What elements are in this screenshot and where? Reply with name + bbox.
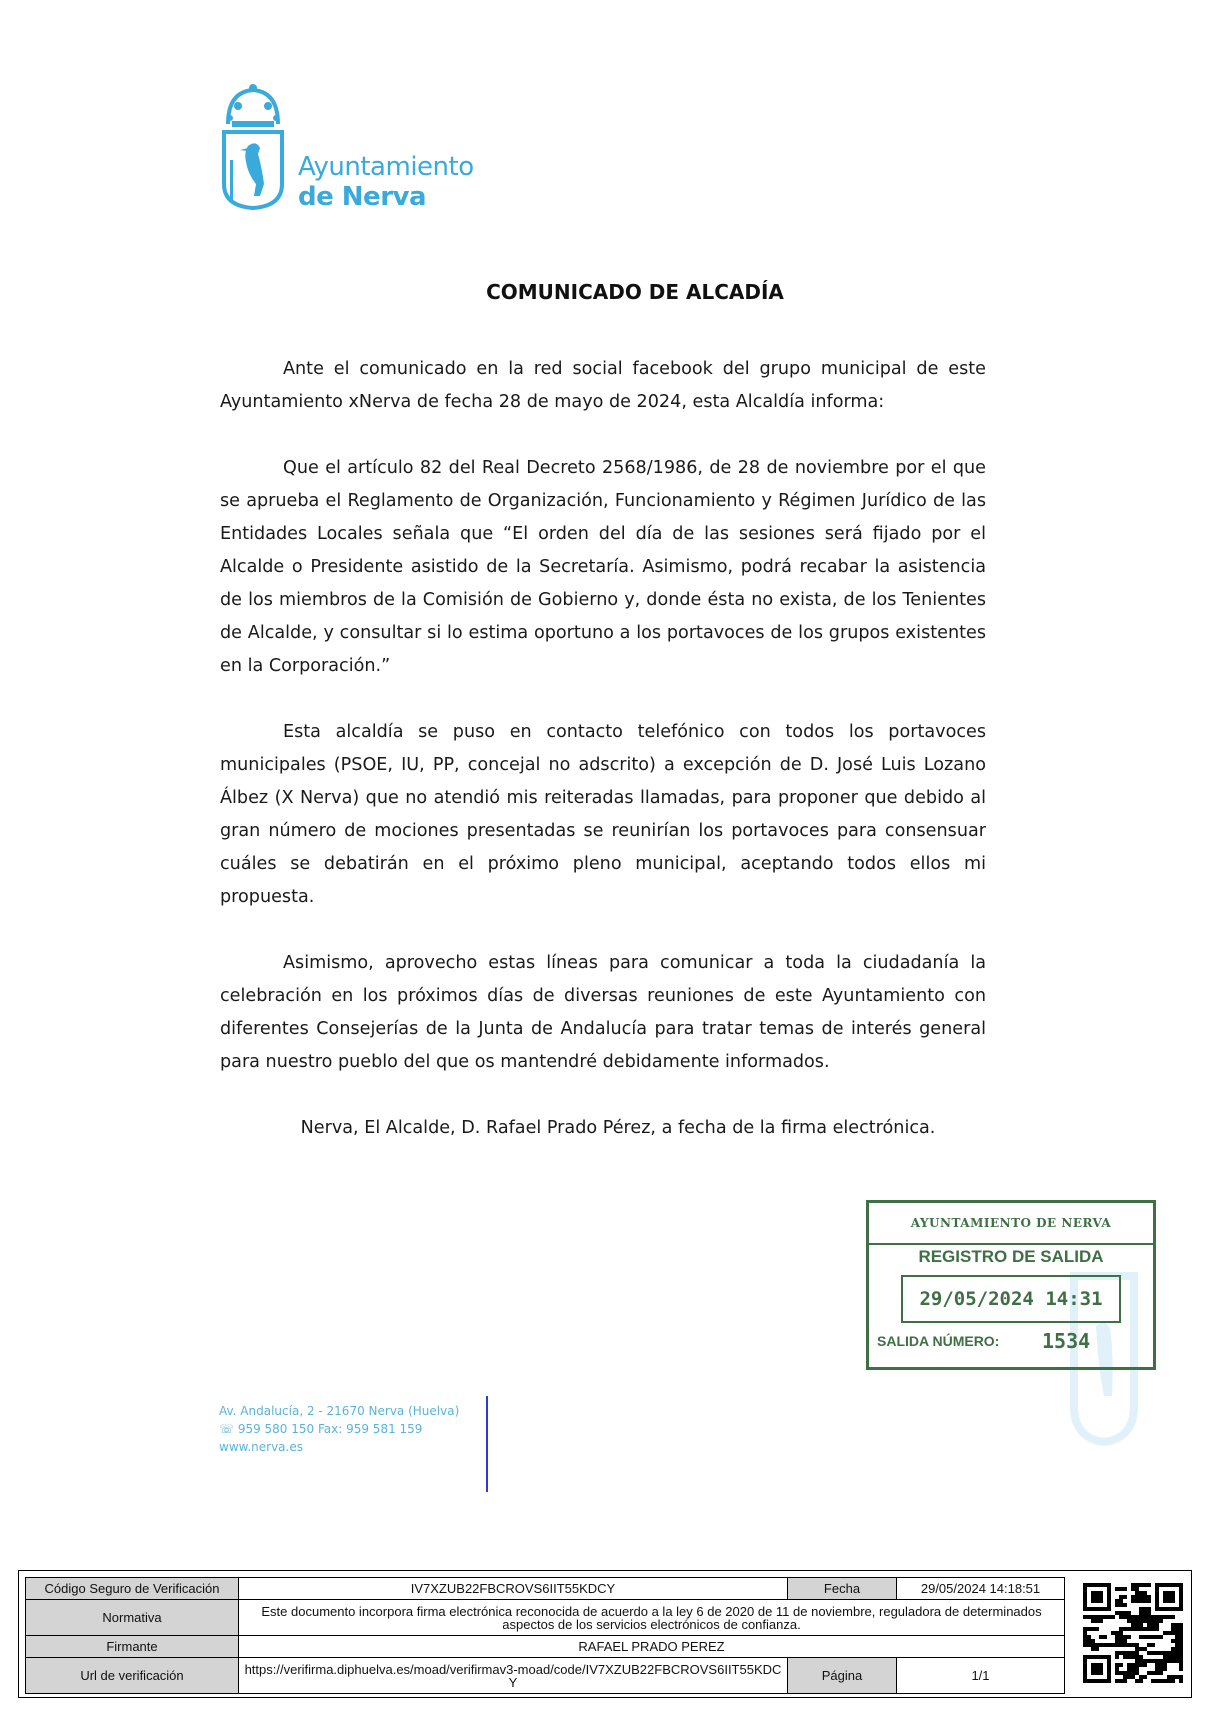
- fecha-label: Fecha: [788, 1578, 897, 1600]
- qr-code-icon: [1083, 1583, 1183, 1683]
- csv-label: Código Seguro de Verificación: [26, 1578, 239, 1600]
- registry-stamp: [866, 1200, 1156, 1370]
- paragraph: Esta alcaldía se puso en contacto telefónico con todos los portavoces municipales (PSOE, IU, PP, concejal no adscrito) a excepción de D. José Luis Lozano Álbez (X Nerva) que no atendió mis reiteradas llamadas, para proponer que debido al gran número de mociones presentadas se reunirían los portavoces para consensuar cuáles se debatirán en el próximo pleno municipal, aceptando todos ellos mi propuesta.: [220, 722, 986, 907]
- signature-line: Nerva, El Alcalde, D. Rafael Prado Pérez, a fecha de la firma electrónica.: [300, 1118, 936, 1138]
- verification-box: [18, 1570, 1192, 1698]
- coat-of-arms-icon: [218, 84, 288, 210]
- municipality-logo: [218, 84, 498, 210]
- paragraph: Que el artículo 82 del Real Decreto 2568/1986, de 28 de noviembre por el que se aprueba el Reglamento de Organización, Funcionamiento y Régimen Jurídico de las Entidades Locales señala que “El orden del día de las sesiones será fijado por el Alcalde o Presidente asistido de la Secretaría. Asimismo, podrá recabar la asistencia de los miembros de la Comisión de Gobierno y, donde ésta no exista, de los Tenientes de Alcalde, y consultar si lo estima oportuno a los portavoces de los grupos existentes en la Corporación.”: [220, 458, 986, 676]
- page-title: COMUNICADO DE ALCADÍA: [486, 280, 784, 304]
- normativa-value: Este documento incorpora firma electrónica reconocida de acuerdo a la ley 6 de 2020 de 11 de noviembre, reguladora de determinados aspectos de los servicios electrónicos de confianza.: [239, 1600, 1065, 1636]
- normativa-label: Normativa: [26, 1600, 239, 1636]
- stamp-register-type: REGISTRO DE SALIDA: [918, 1247, 1104, 1266]
- footer-contact: [219, 1402, 459, 1456]
- stamp-number: 1534: [1042, 1329, 1091, 1353]
- logo-line-1: Ayuntamiento: [298, 152, 474, 182]
- verification-table: [25, 1577, 1065, 1694]
- pagina-label: Página: [788, 1658, 897, 1694]
- footer-website[interactable]: www.nerva.es: [219, 1440, 303, 1454]
- stamp-number-label: SALIDA NÚMERO:: [877, 1333, 1000, 1349]
- url-value[interactable]: https://verifirma.diphuelva.es/moad/verifirmav3-moad/code/IV7XZUB22FBCROVS6IIT55KDCY: [239, 1658, 788, 1694]
- pagina-value: 1/1: [897, 1658, 1065, 1694]
- footer-divider: [486, 1396, 488, 1492]
- footer-phone: ☏ 959 580 150 Fax: 959 581 159: [219, 1422, 423, 1436]
- footer-address: Av. Andalucía, 2 - 21670 Nerva (Huelva): [219, 1404, 460, 1418]
- stamp-datetime: 29/05/2024 14:31: [901, 1275, 1121, 1323]
- logo-wordmark: [298, 152, 474, 212]
- paragraph: Ante el comunicado en la red social facebook del grupo municipal de este Ayuntamiento xNerva de fecha 28 de mayo de 2024, esta Alcaldía informa:: [220, 359, 986, 412]
- fecha-value: 29/05/2024 14:18:51: [897, 1578, 1065, 1600]
- firmante-label: Firmante: [26, 1636, 239, 1658]
- logo-line-2: de Nerva: [298, 182, 427, 212]
- url-label: Url de verificación: [26, 1658, 239, 1694]
- csv-value: IV7XZUB22FBCROVS6IIT55KDCY: [239, 1578, 788, 1600]
- firmante-value: RAFAEL PRADO PEREZ: [239, 1636, 1065, 1658]
- stamp-entity: AYUNTAMIENTO DE NERVA: [869, 1203, 1153, 1245]
- document-body: [220, 353, 986, 1178]
- paragraph: Asimismo, aprovecho estas líneas para comunicar a toda la ciudadanía la celebración en los próximos días de diversas reuniones de este Ayuntamiento con diferentes Consejerías de la Junta de Andalucía para tratar temas de interés general para nuestro pueblo del que os mantendré debidamente informados.: [220, 953, 986, 1072]
